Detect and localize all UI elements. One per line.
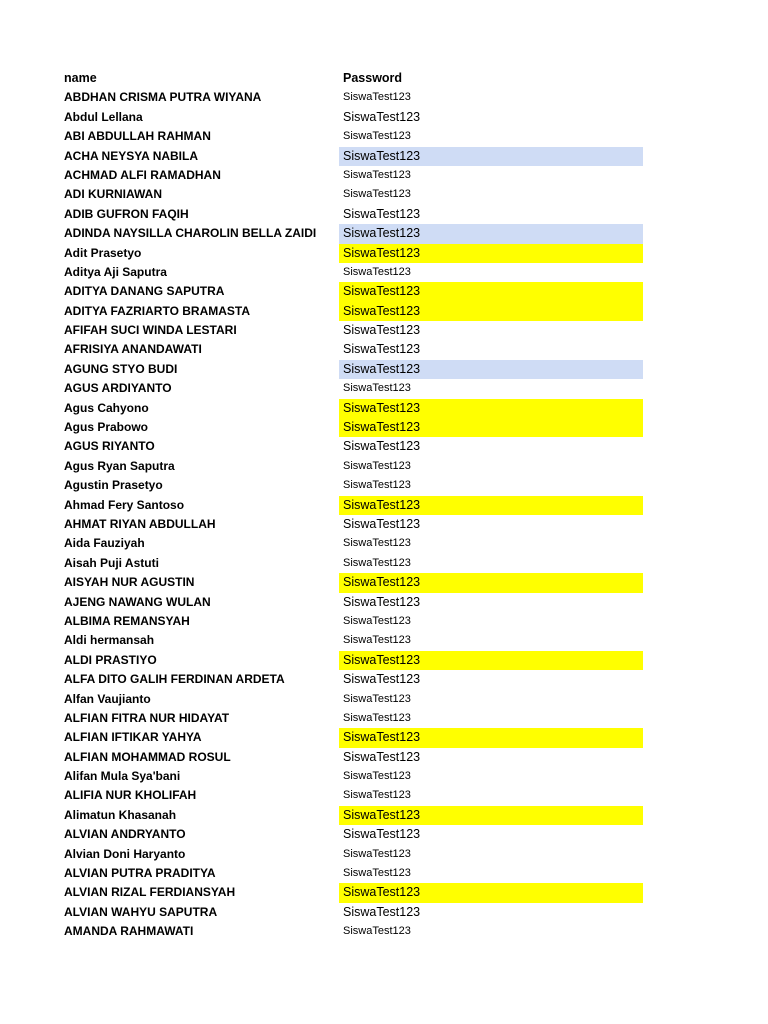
password-cell[interactable]: SiswaTest123 xyxy=(343,770,411,783)
password-cell[interactable]: SiswaTest123 xyxy=(343,265,411,278)
table-row xyxy=(0,651,768,670)
name-cell[interactable]: ADI KURNIAWAN xyxy=(64,187,162,202)
password-cell[interactable]: SiswaTest123 xyxy=(343,323,421,338)
table-row xyxy=(0,806,768,825)
table-row xyxy=(0,108,768,127)
table-row xyxy=(0,825,768,844)
name-cell[interactable]: ALFIAN IFTIKAR YAHYA xyxy=(64,730,202,745)
header-row xyxy=(0,69,768,88)
password-cell[interactable]: SiswaTest123 xyxy=(343,439,421,454)
table-row xyxy=(0,205,768,224)
password-cell[interactable]: SiswaTest123 xyxy=(343,692,411,705)
name-cell[interactable]: Alimatun Khasanah xyxy=(64,807,177,822)
name-cell[interactable]: ALVIAN ANDRYANTO xyxy=(64,827,186,842)
table-row xyxy=(0,612,768,631)
name-cell[interactable]: Alifan Mula Sya'bani xyxy=(64,769,181,784)
name-cell[interactable]: Adit Prasetyo xyxy=(64,245,142,260)
table-row xyxy=(0,534,768,553)
name-cell[interactable]: ADITYA FAZRIARTO BRAMASTA xyxy=(64,303,250,318)
table-row xyxy=(0,496,768,515)
table-row xyxy=(0,340,768,359)
name-cell[interactable]: AJENG NAWANG WULAN xyxy=(64,594,211,609)
password-cell[interactable]: SiswaTest123 xyxy=(343,789,411,802)
name-cell[interactable]: AMANDA RAHMAWATI xyxy=(64,924,194,939)
table-row xyxy=(0,767,768,786)
password-cell[interactable]: SiswaTest123 xyxy=(343,91,411,104)
password-cell[interactable]: SiswaTest123 xyxy=(339,302,643,321)
table-row xyxy=(0,127,768,146)
name-cell[interactable]: Agus Cahyono xyxy=(64,400,149,415)
password-cell[interactable]: SiswaTest123 xyxy=(339,244,643,263)
password-cell[interactable]: SiswaTest123 xyxy=(339,399,643,418)
password-cell[interactable]: SiswaTest123 xyxy=(343,749,421,764)
name-cell[interactable]: AHMAT RIYAN ABDULLAH xyxy=(64,516,216,531)
table-row xyxy=(0,399,768,418)
name-cell[interactable]: ALFA DITO GALIH FERDINAN ARDETA xyxy=(64,672,285,687)
name-cell[interactable]: ALDI PRASTIYO xyxy=(64,652,157,667)
password-cell[interactable]: SiswaTest123 xyxy=(343,827,421,842)
password-cell[interactable]: SiswaTest123 xyxy=(343,594,421,609)
name-cell[interactable]: Agus Ryan Saputra xyxy=(64,458,175,473)
table-row xyxy=(0,922,768,941)
table-row xyxy=(0,418,768,437)
table-row xyxy=(0,88,768,107)
table-row xyxy=(0,321,768,340)
name-cell[interactable]: AGUS ARDIYANTO xyxy=(64,381,172,396)
password-cell[interactable]: SiswaTest123 xyxy=(339,282,643,301)
table-body xyxy=(0,88,768,941)
password-cell[interactable]: SiswaTest123 xyxy=(343,556,411,569)
password-cell[interactable]: SiswaTest123 xyxy=(343,109,421,124)
password-cell[interactable]: SiswaTest123 xyxy=(339,573,643,592)
table-row xyxy=(0,515,768,534)
name-cell[interactable]: ACHMAD ALFI RAMADHAN xyxy=(64,167,221,182)
table-row xyxy=(0,883,768,902)
table-row xyxy=(0,709,768,728)
password-cell[interactable]: SiswaTest123 xyxy=(343,614,411,627)
password-cell[interactable]: SiswaTest123 xyxy=(343,130,411,143)
password-cell[interactable]: SiswaTest123 xyxy=(339,883,643,902)
table-row xyxy=(0,302,768,321)
password-cell[interactable]: SiswaTest123 xyxy=(343,206,421,221)
name-cell[interactable]: AISYAH NUR AGUSTIN xyxy=(64,575,195,590)
password-cell[interactable]: SiswaTest123 xyxy=(339,651,643,670)
name-cell[interactable]: Alvian Doni Haryanto xyxy=(64,846,186,861)
password-cell[interactable]: SiswaTest123 xyxy=(343,342,421,357)
table-row xyxy=(0,166,768,185)
name-cell[interactable]: Aisah Puji Astuti xyxy=(64,555,159,570)
password-cell[interactable]: SiswaTest123 xyxy=(343,516,421,531)
password-cell[interactable]: SiswaTest123 xyxy=(343,479,411,492)
table-row xyxy=(0,379,768,398)
name-cell[interactable]: Aldi hermansah xyxy=(64,633,155,648)
name-cell[interactable]: AGUNG STYO BUDI xyxy=(64,361,178,376)
table-row xyxy=(0,748,768,767)
name-cell[interactable]: Agustin Prasetyo xyxy=(64,478,163,493)
name-cell[interactable]: AFIFAH SUCI WINDA LESTARI xyxy=(64,323,237,338)
name-cell[interactable]: ALBIMA REMANSYAH xyxy=(64,613,190,628)
table-row xyxy=(0,360,768,379)
password-cell[interactable]: SiswaTest123 xyxy=(343,867,411,880)
password-cell[interactable]: SiswaTest123 xyxy=(339,806,643,825)
name-cell[interactable]: ALVIAN PUTRA PRADITYA xyxy=(64,866,216,881)
table-row xyxy=(0,690,768,709)
name-cell[interactable]: ADITYA DANANG SAPUTRA xyxy=(64,284,225,299)
table-row xyxy=(0,845,768,864)
table-row xyxy=(0,457,768,476)
name-cell[interactable]: ADIB GUFRON FAQIH xyxy=(64,206,189,221)
name-cell[interactable]: ALFIAN MOHAMMAD ROSUL xyxy=(64,749,231,764)
password-cell[interactable]: SiswaTest123 xyxy=(339,147,643,166)
table-row xyxy=(0,437,768,456)
table-row xyxy=(0,224,768,243)
table-row xyxy=(0,244,768,263)
password-cell[interactable]: SiswaTest123 xyxy=(343,672,421,687)
table-row xyxy=(0,903,768,922)
table-row xyxy=(0,263,768,282)
name-cell[interactable]: Ahmad Fery Santoso xyxy=(64,497,185,512)
name-cell[interactable]: AFRISIYA ANANDAWATI xyxy=(64,342,202,357)
name-cell[interactable]: ABDHAN CRISMA PUTRA WIYANA xyxy=(64,90,262,105)
table-row xyxy=(0,185,768,204)
name-cell[interactable]: ALFIAN FITRA NUR HIDAYAT xyxy=(64,710,230,725)
password-cell[interactable]: SiswaTest123 xyxy=(343,847,411,860)
name-cell[interactable]: Aida Fauziyah xyxy=(64,536,145,551)
table-row xyxy=(0,476,768,495)
name-cell[interactable]: ACHA NEYSYA NABILA xyxy=(64,148,199,163)
password-cell[interactable]: SiswaTest123 xyxy=(343,188,411,201)
name-cell[interactable]: ABI ABDULLAH RAHMAN xyxy=(64,129,211,144)
table-row xyxy=(0,631,768,650)
password-cell[interactable]: SiswaTest123 xyxy=(343,382,411,395)
password-column-header[interactable]: Password xyxy=(343,71,403,85)
password-cell[interactable]: SiswaTest123 xyxy=(343,925,411,938)
password-cell[interactable]: SiswaTest123 xyxy=(343,537,411,550)
name-cell[interactable]: ADINDA NAYSILLA CHAROLIN BELLA ZAIDI xyxy=(64,226,317,241)
password-cell[interactable]: SiswaTest123 xyxy=(339,360,643,379)
table-row xyxy=(0,864,768,883)
name-cell[interactable]: Agus Prabowo xyxy=(64,420,149,435)
password-cell[interactable]: SiswaTest123 xyxy=(343,904,421,919)
password-cell[interactable]: SiswaTest123 xyxy=(339,418,643,437)
name-cell[interactable]: ALVIAN RIZAL FERDIANSYAH xyxy=(64,885,236,900)
password-cell[interactable]: SiswaTest123 xyxy=(343,711,411,724)
table-row xyxy=(0,554,768,573)
table-row xyxy=(0,593,768,612)
password-cell[interactable]: SiswaTest123 xyxy=(343,634,411,647)
password-cell[interactable]: SiswaTest123 xyxy=(343,459,411,472)
table-row xyxy=(0,670,768,689)
spreadsheet xyxy=(0,69,768,942)
password-cell[interactable]: SiswaTest123 xyxy=(343,168,411,181)
name-cell[interactable]: ALVIAN WAHYU SAPUTRA xyxy=(64,904,218,919)
table-row xyxy=(0,786,768,805)
name-cell[interactable]: Aditya Aji Saputra xyxy=(64,264,167,279)
name-cell[interactable]: Abdul Lellana xyxy=(64,109,143,124)
password-cell[interactable]: SiswaTest123 xyxy=(339,496,643,515)
table-row xyxy=(0,147,768,166)
table-row xyxy=(0,728,768,747)
table-row xyxy=(0,282,768,301)
table-row xyxy=(0,573,768,592)
password-cell[interactable]: SiswaTest123 xyxy=(339,224,643,243)
name-column-header[interactable]: name xyxy=(64,71,97,85)
name-cell[interactable]: ALIFIA NUR KHOLIFAH xyxy=(64,788,197,803)
password-cell[interactable]: SiswaTest123 xyxy=(339,728,643,747)
name-cell[interactable]: AGUS RIYANTO xyxy=(64,439,155,454)
name-cell[interactable]: Alfan Vaujianto xyxy=(64,691,151,706)
